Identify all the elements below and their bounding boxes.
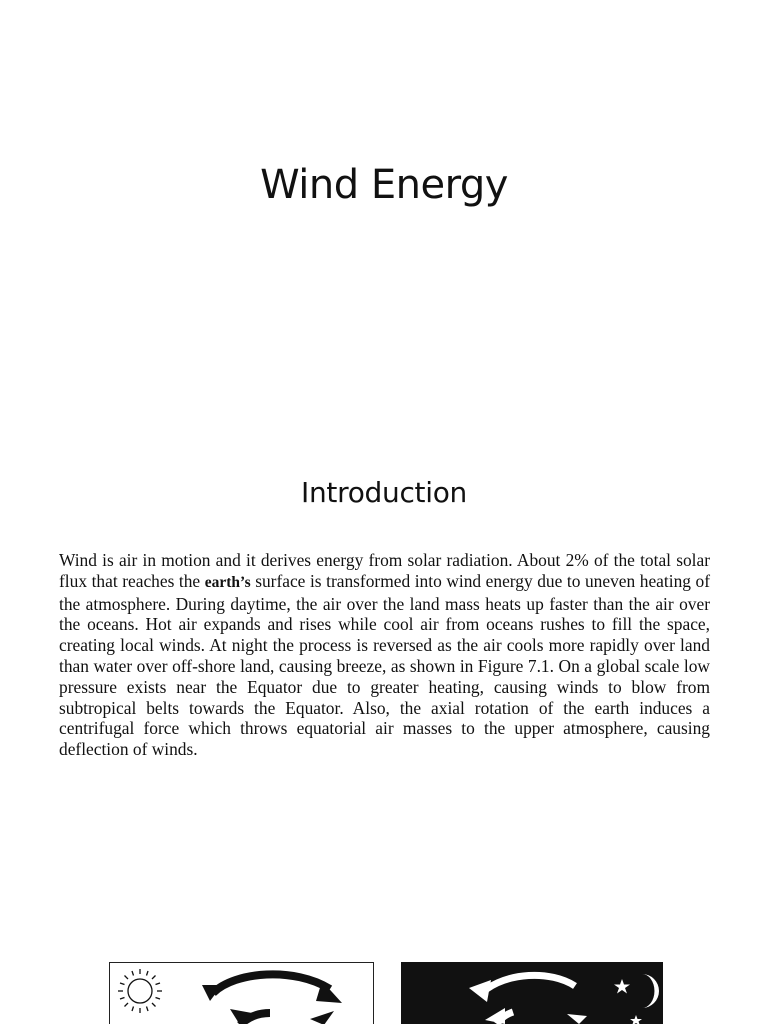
moon-icon	[642, 974, 659, 1008]
figure-day-breeze-panel	[109, 962, 374, 1024]
star-icon	[630, 1015, 642, 1024]
section-heading-introduction: Introduction	[301, 476, 467, 509]
circulation-arrow-icon	[469, 975, 587, 1024]
figure-night-breeze-panel	[401, 962, 663, 1024]
paragraph-text-part2: surface is transformed into wind energy due to uneven heating of the atmosphere. During daytime, the air over the land mass heats up faster than the air over the oceans. Hot air expands and rises while cool air from oceans rushes to fill the space, creating local winds. At night the process is reversed as the air cools more rapidly over land than water over off-shore land, causing breeze, as shown in Figure 7.1. On a global scale low pressure exists near the Equator due to greater heating, causing winds to blow from subtropical belts towards the Equator. Also, the axial rotation of the earth induces a centrifugal force which throws equatorial air masses to the upper atmosphere, causing deflection of winds.	[59, 570, 711, 760]
introduction-paragraph	[59, 550, 710, 760]
sun-icon	[118, 969, 162, 1013]
star-icon	[614, 979, 630, 994]
paragraph-emphasis: earth’s	[204, 573, 251, 591]
paragraph-text-part1: Wind is air in motion and it derives energy from solar radiation. About 2% of the total solar flux that reaches the	[59, 550, 710, 591]
circulation-arrow-icon	[202, 974, 342, 1024]
page-title: Wind Energy	[260, 162, 508, 208]
